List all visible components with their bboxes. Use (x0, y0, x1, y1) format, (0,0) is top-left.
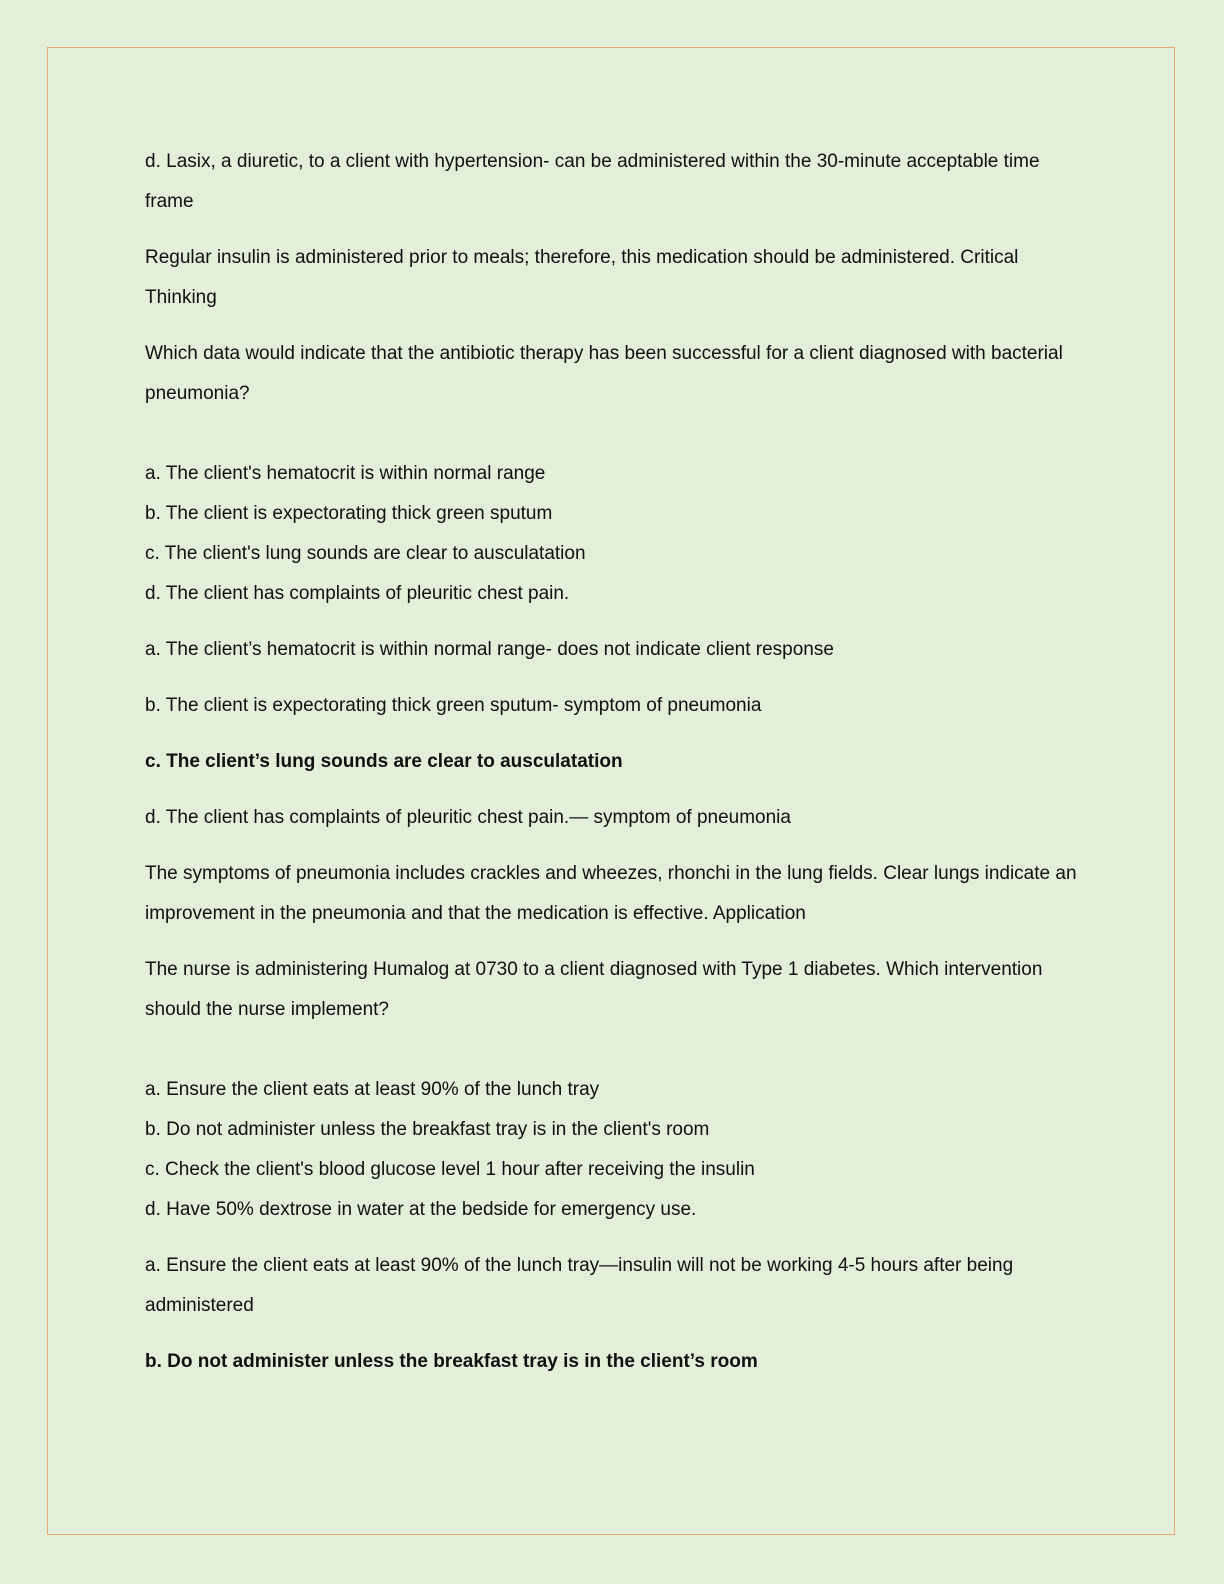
option-b-sputum: b. The client is expectorating thick green sputum (145, 503, 553, 524)
option-b-breakfast-tray: b. Do not administer unless the breakfast tray is in the client's room (145, 1119, 710, 1140)
option-d-dextrose: d. Have 50% dextrose in water at the bedside for emergency use. (145, 1199, 697, 1220)
question-humalog: The nurse is administering Humalog at 0730 to a client diagnosed with Type 1 diabetes. Which intervention should the nurse implement? (145, 959, 1043, 1020)
answer-b-sputum: b. The client is expectorating thick green sputum- symptom of pneumonia (145, 695, 762, 716)
answer-option-d-lasix: d. Lasix, a diuretic, to a client with hypertension- can be administered within the 30-minute acceptable time frame (145, 151, 1040, 212)
answer-d-chest-pain: d. The client has complaints of pleuritic chest pain.— symptom of pneumonia (145, 807, 791, 828)
option-a-hematocrit: a. The client's hematocrit is within normal range (145, 463, 546, 484)
answer-a-hematocrit: a. The client’s hematocrit is within normal range- does not indicate client response (145, 639, 834, 660)
rationale-regular-insulin: Regular insulin is administered prior to meals; therefore, this medication should be administered. Critical Thinking (145, 247, 1019, 308)
option-d-chest-pain: d. The client has complaints of pleuritic chest pain. (145, 583, 570, 604)
correct-answer-c-lung-sounds: c. The client’s lung sounds are clear to ausculatation (145, 751, 623, 772)
option-c-lung-sounds: c. The client's lung sounds are clear to ausculatation (145, 543, 586, 564)
question-pneumonia: Which data would indicate that the antibiotic therapy has been successful for a client diagnosed with bacterial pneumonia? (145, 343, 1063, 404)
option-a-lunch-tray: a. Ensure the client eats at least 90% of the lunch tray (145, 1079, 600, 1100)
answer-a-lunch-tray: a. Ensure the client eats at least 90% of the lunch tray—insulin will not be working 4-5 hours after being administered (145, 1255, 1014, 1316)
document-body (145, 142, 1080, 1382)
option-c-blood-glucose: c. Check the client's blood glucose level 1 hour after receiving the insulin (145, 1159, 755, 1180)
correct-answer-b-breakfast-tray: b. Do not administer unless the breakfast tray is in the client’s room (145, 1351, 758, 1372)
rationale-pneumonia: The symptoms of pneumonia includes crackles and wheezes, rhonchi in the lung fields. Clear lungs indicate an improvement in the pneumonia and that the medication is effective. Application (145, 863, 1077, 924)
